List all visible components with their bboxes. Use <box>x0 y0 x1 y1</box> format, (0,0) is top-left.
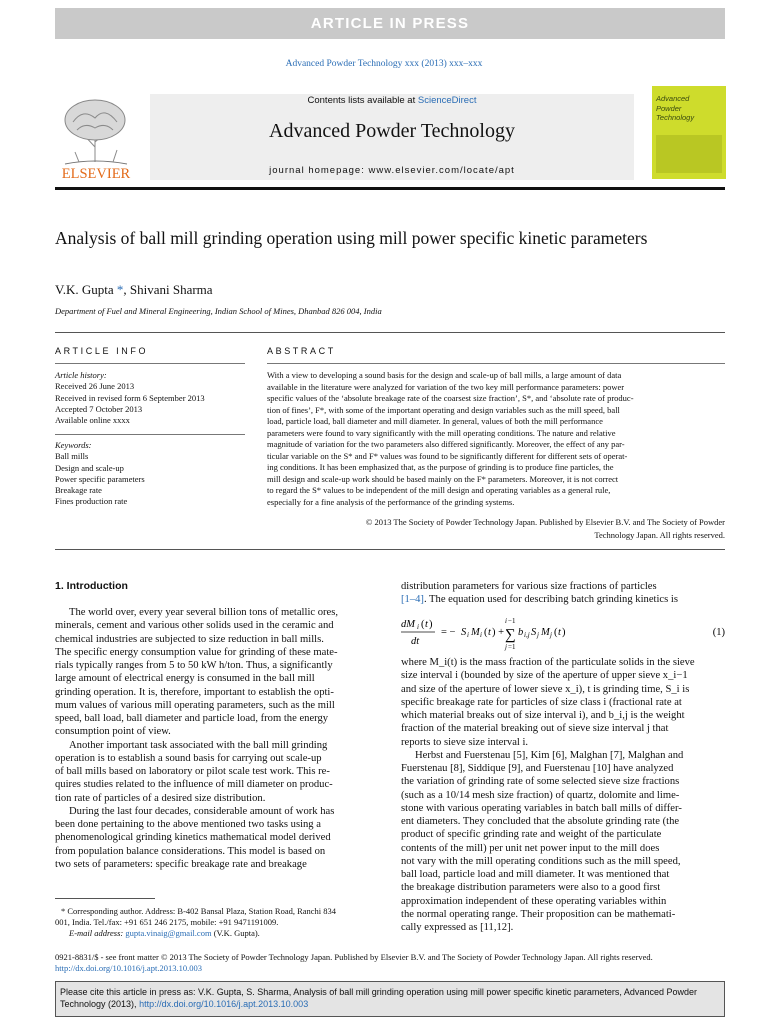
svg-text:=1: =1 <box>508 643 516 651</box>
body-line: size interval i (bounded by size of the aperture of upper sieve x_i−1 <box>401 670 688 682</box>
email-link[interactable]: gupta.vinaig@gmail.com <box>125 928 212 938</box>
svg-text:i: i <box>480 631 482 639</box>
svg-text:b: b <box>518 627 524 638</box>
journal-cover[interactable] <box>652 86 726 179</box>
body-line: two sets of parameters: specific breakage rate and breakage <box>55 858 307 870</box>
section-rule <box>55 332 725 333</box>
equation-number: (1) <box>712 627 725 638</box>
elsevier-logo <box>55 92 137 182</box>
body-line: which material breaks out of size interval i), and b_i,j is the weight <box>401 710 685 721</box>
abstract-line: mill design and scale-up work should be based mainly on the F* parameters. Moreover, it is not correct <box>267 473 619 484</box>
email-label: E-mail address: <box>69 928 126 938</box>
journal-citation-link[interactable]: Advanced Powder Technology xxx (2013) xxx–xxx <box>285 59 483 69</box>
body-line: Fuerstenau [8], Siddique [9], and Fuerstenau [10] have analyzed <box>401 763 674 774</box>
header-rule <box>55 187 725 190</box>
svg-text:i: i <box>417 623 419 631</box>
abstract-line: available in the literature were analyzed for variation of the two key mill performance parameters: power <box>267 381 625 392</box>
contents-line <box>150 95 634 106</box>
cover-image <box>656 135 722 173</box>
journal-homepage[interactable]: journal homepage: www.elsevier.com/locate/apt <box>269 165 515 176</box>
body-line: ball load, particle load and mill diameter. It was mentioned that <box>401 869 670 880</box>
abstract-line: load, particle load, ball diameter and mill diameter. In general, values of both the mill performance <box>267 416 603 426</box>
author-2[interactable]: Shivani Sharma <box>129 282 213 297</box>
abstract-line: ing conditions. It has been emphasized that, as the purpose of grinding is to produce fine particles, the <box>267 462 614 472</box>
body-line: ent diameters. They concluded that the absolute grinding rate (the <box>401 816 680 827</box>
keywords-label: Keywords: <box>55 440 92 450</box>
abstract-heading: ABSTRACT <box>267 346 336 356</box>
svg-text:= −: = − <box>441 627 456 638</box>
svg-text:dM: dM <box>401 619 415 630</box>
copyright-line-1: © 2013 The Society of Powder Technology Japan. Published by Elsevier B.V. and The Society of Powder <box>365 517 725 527</box>
footnote-rule <box>55 898 155 899</box>
affiliation: Department of Fuel and Mineral Engineering, Indian School of Mines, Dhanbad 826 004, India <box>55 306 382 316</box>
body-line: tion rate of particles of a desired size distribution. <box>55 792 266 804</box>
svg-text:): ) <box>429 619 433 630</box>
article-info-heading: ARTICLE INFO <box>55 346 149 356</box>
abstract-line: With a view to developing a sound basis for the design and scale-up of ball mills, a large amount of data <box>267 370 622 380</box>
journal-title: Advanced Powder Technology <box>269 120 515 142</box>
body-line: The world over, every year several billion tons of metallic ores, <box>69 607 339 618</box>
svg-text:S: S <box>461 627 467 638</box>
history-item: Available online xxxx <box>55 415 130 426</box>
svg-text:(: ( <box>554 627 558 638</box>
sciencedirect-link[interactable]: ScienceDirect <box>417 95 477 106</box>
footnote-email-line <box>55 928 379 939</box>
history-item: Accepted 7 October 2013 <box>55 403 143 414</box>
doi-link[interactable]: http://dx.doi.org/10.1016/j.apt.2013.10.003 <box>55 963 202 973</box>
svg-text:(: ( <box>421 619 425 630</box>
body-line: from population balance considerations. This model is based on <box>55 845 326 857</box>
body-line: Another important task associated with the ball mill grinding <box>69 739 328 751</box>
body-line: cally expressed as [11,12]. <box>401 922 514 933</box>
body-line: where M_i(t) is the mass fraction of the particulate solids in the sieve <box>401 657 695 668</box>
svg-text:i: i <box>467 631 469 639</box>
body-line: the variation of grinding rate of some selected sieve size fractions <box>401 776 680 788</box>
abstract-line: magnitude of variation for the two parameters also differed significantly. Moreover, the effect of any par- <box>267 439 625 449</box>
body-line: distribution parameters for various size fractions of particles <box>401 581 657 592</box>
body-line: been done pertaining to the above mentioned two tasks using a <box>55 819 321 830</box>
author-1[interactable]: V.K. Gupta <box>55 282 114 297</box>
body-line: mum values of various mill operating parameters, such as the mill <box>55 699 335 711</box>
footnote-line: * Corresponding author. Address: B-402 Bansal Plaza, Station Road, Ranchi 834 <box>61 906 337 916</box>
cite-text: Please cite this article in press as: V.K. Gupta, S. Sharma, Analysis of ball mill grinding operation using mill power specific kinetic parameters, Advanced Powder Technology (2013), <box>60 987 697 1009</box>
keyword: Breakage rate <box>55 485 102 496</box>
svg-text:∑: ∑ <box>505 627 516 643</box>
contents-prefix: Contents lists available at <box>307 95 418 106</box>
email-suffix: (V.K. Gupta). <box>211 928 260 938</box>
article-info-rule <box>55 363 245 364</box>
body-line: reports to sieve size interval i. <box>401 736 529 748</box>
svg-text:S: S <box>531 627 537 638</box>
author-separator: , <box>123 282 130 297</box>
authors <box>55 282 213 298</box>
elsevier-tree-icon <box>55 92 137 182</box>
body-line: (such as a 10/14 mesh size fraction) of quartz, dolomite and lime- <box>401 789 680 801</box>
body-line: minerals, cement and various other solids used in the ceramic and <box>55 620 334 632</box>
body-line: the breakage distribution parameters were also to a good first <box>401 882 661 894</box>
body-line: The specific energy consumption value for grinding of these mate- <box>55 646 338 658</box>
body-line: speed, ball load, ball diameter and particle load, from the energy <box>55 713 329 724</box>
intro-right-after-eq <box>401 656 725 934</box>
footnote-line: 001, India. Tel./fax: +91 651 246 2175, mobile: +91 9471191009. <box>55 917 279 927</box>
corresponding-author-mark[interactable]: * <box>116 282 124 297</box>
svg-text:i: i <box>505 617 507 625</box>
body-line: specific breakage rate for particles of size class i (fractional rate at <box>401 696 682 708</box>
history-item: Received 26 June 2013 <box>55 381 135 392</box>
keyword: Ball mills <box>55 451 89 462</box>
body-line: fraction of the material breaking out of sieve size interval j that <box>401 723 669 735</box>
body-line: quires studies related to the influence of mill diameter on produc- <box>55 779 333 791</box>
svg-text:t: t <box>425 619 428 630</box>
body-line: Herbst and Fuerstenau [5], Kim [6], Malghan [7], Malghan and <box>415 749 684 761</box>
keyword: Fines production rate <box>55 496 128 507</box>
front-matter <box>55 952 725 974</box>
history-label: Article history: <box>55 370 107 380</box>
body-line: rials typically ranges from 5 to 50 kW h/ton. Thus, a significantly <box>55 660 333 671</box>
body-line: phenomenological grinding kinetics mathematical model derived <box>55 832 331 844</box>
article-in-press-banner: ARTICLE IN PRESS <box>55 8 725 39</box>
body-line: chemical industries are subjected to size reduction in ball mills. <box>55 633 324 645</box>
cite-doi-link[interactable]: http://dx.doi.org/10.1016/j.apt.2013.10.003 <box>139 999 309 1009</box>
issn-line: 0921-8831/$ - see front matter © 2013 The Society of Powder Technology Japan. Published by Elsevier B.V. and The Society of Powder Technology Japan. All rights reserved. <box>55 952 653 962</box>
keywords <box>55 440 245 508</box>
svg-text:j: j <box>505 643 507 651</box>
copyright-line-2: Technology Japan. All rights reserved. <box>594 530 725 540</box>
body-line: and size of the aperture of lower sieve x_i), t is grinding time, S_i is <box>401 683 690 695</box>
svg-text:i,j: i,j <box>524 631 530 639</box>
intro-right-top <box>401 580 725 607</box>
body-line: contents of the mill) per unit net power input to the mill does <box>401 842 660 854</box>
body-line: operation is to establish a sound basis for carrying out scale-up <box>55 752 322 764</box>
body-line: stone with various operating variables in batch ball mills of differ- <box>401 802 682 814</box>
abstract-rule <box>267 363 725 364</box>
equation-1 <box>401 614 725 656</box>
svg-text:−1: −1 <box>508 617 516 625</box>
svg-text:dt: dt <box>411 636 420 647</box>
abstract-line: parameters were found to vary significantly with the mill operating conditions. The nature and relative <box>267 427 616 438</box>
body-line: consumption point of view. <box>55 726 171 738</box>
equation-graphic <box>401 614 725 656</box>
abstract-line: to regard the S* values to be independent of the mill design and operating variables as a general rule, <box>267 485 611 495</box>
body-line: approximation independent of these operating variables within <box>401 895 667 907</box>
svg-text:) +: ) + <box>492 627 505 638</box>
body-line: not vary with the mill operating conditions such as the mill speed, <box>401 855 681 867</box>
cite-this-box <box>55 981 725 1017</box>
svg-text:(: ( <box>484 627 488 638</box>
section-heading-introduction: 1. Introduction <box>55 580 128 592</box>
svg-text:): ) <box>562 627 566 638</box>
body-line: large amount of electrical energy is consumed in the ball mill <box>55 673 315 685</box>
body-line: of ball mills based on laboratory or pilot scale test work. This re- <box>55 766 330 777</box>
abstract-bottom-rule <box>55 549 725 550</box>
body-line: the normal operating range. Their proposition can be mathemati- <box>401 908 676 920</box>
publisher-wordmark: ELSEVIER <box>61 166 131 182</box>
svg-text:j: j <box>550 631 552 639</box>
body-line-with-ref: [1–4]. The equation used for describing batch grinding kinetics is <box>401 594 678 606</box>
abstract-body <box>267 370 725 508</box>
citation-ref[interactable]: [1–4] <box>401 594 424 606</box>
keywords-rule <box>55 434 245 435</box>
intro-left-column <box>55 606 379 871</box>
svg-text:t: t <box>488 627 491 638</box>
svg-text:j: j <box>537 631 539 639</box>
svg-text:M: M <box>471 627 480 638</box>
article-title: Analysis of ball mill grinding operation using mill power specific kinetic parameters <box>55 228 648 248</box>
svg-text:M: M <box>541 627 550 638</box>
body-line: product of specific grinding rate and weight of the particulate <box>401 829 662 841</box>
body-line: grinding operation. It is, therefore, important to establish the opti- <box>55 686 334 698</box>
abstract-line: specific values of the ‘absolute breakage rate of the coarsest size fraction’, S*, and ‘absolute rate of produc- <box>267 393 634 403</box>
keyword: Design and scale-up <box>55 462 124 473</box>
history-item: Received in revised form 6 September 2013 <box>55 392 205 403</box>
abstract-line: especially for a fine analysis of the performance of the grinding systems. <box>267 496 515 507</box>
body-line: During the last four decades, considerable amount of work has <box>69 805 335 817</box>
keyword: Power specific parameters <box>55 473 145 484</box>
article-history <box>55 370 245 426</box>
abstract-line: tion of fines’, F*, with some of the important operating and design variables such as the mill speed, ball <box>267 404 620 415</box>
abstract-line: ticular variable on the S* and F* values was found to be significantly different for different sets of operat- <box>267 450 628 461</box>
cover-title: Advanced Powder Technology <box>656 94 695 122</box>
corresponding-footnote <box>55 906 379 939</box>
svg-text:t: t <box>558 627 561 638</box>
